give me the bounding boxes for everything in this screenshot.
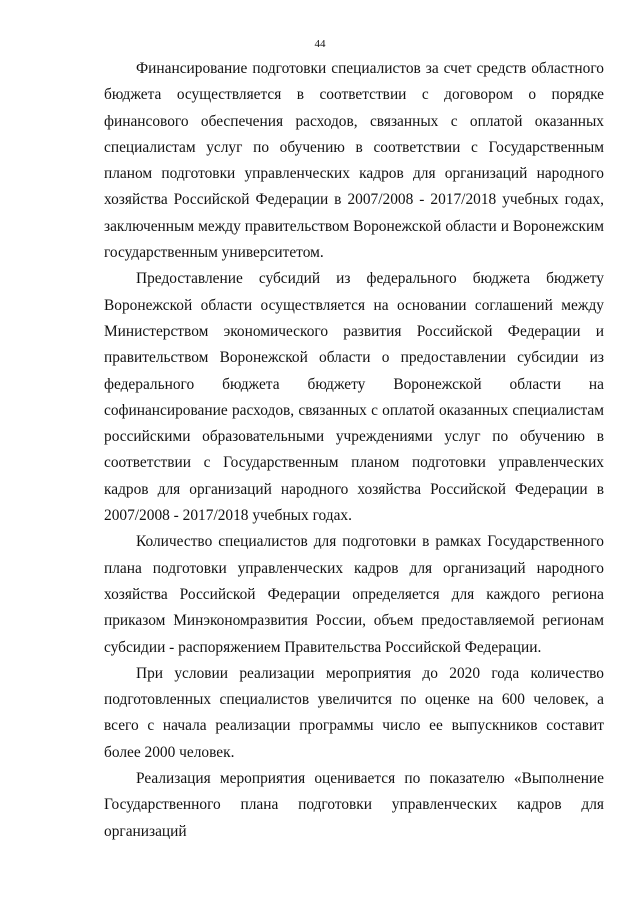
paragraph-specialists-count: Количество специалистов для подготовки в рамках Государственного плана подготовки управленческих кадров для организаций народного хозяйства Российской Федерации определяется для каждого региона приказом Минэкономразвития России, объем предоставляемой регионам субсидии - распоряжением Правительства Российской Федерации. bbox=[104, 533, 604, 656]
paragraph-subsidies: Предоставление субсидий из федерального бюджета бюджету Воронежской области осуществляется на основании соглашений между Министерством экономического развития Российской Федерации и правительством Воронежской области о предоставлении субсидии из федерального бюджета бюджету Воронежской области на софинансирование расходов, связанных с оплатой оказанных специалистам российскими образовательными учреждениями услуг по обучению в соответствии с Государственным планом подготовки управленческих кадров для организаций народного хозяйства Российской Федерации в 2007/2008 - 2017/2018 учебных годах. bbox=[104, 270, 604, 525]
paragraph-forecast: При условии реализации мероприятия до 2020 года количество подготовленных специалистов увеличится по оценке на 600 человек, а всего с начала реализации программы число ее выпускников составит более 2000 человек. bbox=[104, 664, 604, 761]
page-number: 44 bbox=[314, 38, 326, 50]
document-body bbox=[104, 56, 604, 845]
paragraph-evaluation: Реализация мероприятия оценивается по показателю «Выполнение Государственного плана подготовки управленческих кадров для организаций bbox=[104, 770, 604, 840]
paragraph-financing: Финансирование подготовки специалистов за счет средств областного бюджета осуществляется в соответствии с договором о порядке финансового обеспечения расходов, связанных с оплатой оказанных специалистам услуг по обучению в соответствии с Государственным планом подготовки управленческих кадров для организаций народного хозяйства Российской Федерации в 2007/2008 - 2017/2018 учебных годах, заключенным между правительством Воронежской области и Воронежским государственным университетом. bbox=[104, 60, 604, 262]
